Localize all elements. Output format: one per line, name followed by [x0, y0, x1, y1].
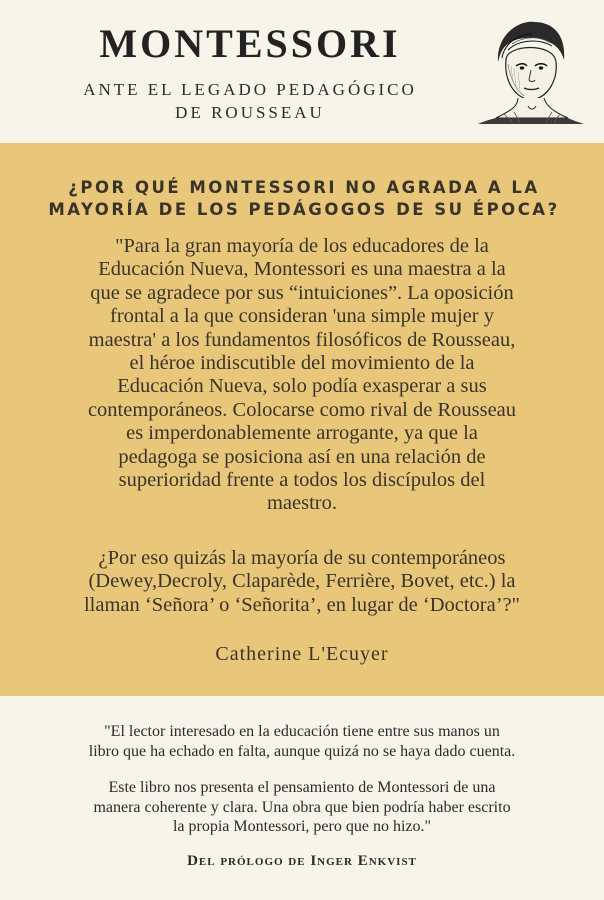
quote-line: contemporáneos. Colocarse como rival de Rousseau [87, 398, 517, 421]
quote-author: Catherine L'Ecuyer [215, 643, 389, 665]
header [0, 0, 604, 142]
prologue-line: "El lector interesado en la educación tiene entre sus manos un [104, 723, 500, 740]
quote-body [26, 235, 578, 516]
prologue-credit: Del prólogo de Inger Enkvist [187, 853, 417, 869]
quote-panel [0, 143, 604, 696]
prologue-paragraph-2 [30, 778, 574, 837]
quote-question-line: (Dewey,Decroly, Claparède, Ferrière, Bovet, etc.) la [88, 570, 516, 593]
quote-line: es imperdonablemente arrogante, ya que la [126, 422, 478, 445]
subtitle-line-1: ANTE EL LEGADO PEDAGÓGICO [83, 80, 417, 99]
quote-question [26, 547, 578, 617]
portrait-engraving-icon [468, 14, 586, 124]
question-line-2: MAYORÍA DE LOS PEDÁGOGOS DE SU ÉPOCA? [48, 200, 560, 219]
quote-line: que se agradece por sus “intuiciones”. La oposición [90, 281, 514, 304]
prologue-line: manera coherente y clara. Una obra que bien podría haber escrito [93, 798, 511, 816]
quote-line: frontal a la que consideran 'una simple mujer y [110, 305, 494, 328]
prologue-section [0, 696, 604, 900]
quote-line: el héroe indiscutible del movimiento de la [129, 352, 475, 375]
quote-line: Educación Nueva, solo podía exasperar a sus [117, 375, 487, 398]
question-line-1: ¿POR QUÉ MONTESSORI NO AGRADA A LA [68, 178, 540, 197]
quote-question-line: llaman ‘Señora’ o ‘Señorita’, en lugar de ‘Doctora’?" [83, 593, 521, 616]
quote-question-line: ¿Por eso quizás la mayoría de su contemporáneos [98, 547, 506, 569]
quote-line: superioridad frente a todos los discípulos del [118, 469, 486, 492]
quote-line: maestro. [266, 492, 338, 515]
prologue-paragraph-1 [30, 722, 574, 761]
prologue-line: la propia Montessori, pero que no hizo." [172, 818, 432, 835]
subtitle [40, 78, 460, 124]
question-heading [30, 177, 578, 221]
page-title: MONTESSORI [99, 21, 401, 66]
quote-line: Educación Nueva, Montessori es una maestra a la [98, 258, 506, 281]
prologue-line: Este libro nos presenta el pensamiento de Montessori de una [108, 779, 496, 796]
quote-line: maestra' a los fundamentos filosóficos de Rousseau, [88, 328, 516, 351]
quote-line: "Para la gran mayoría de los educadores de la [115, 235, 489, 257]
subtitle-line-2: DE ROUSSEAU [175, 103, 325, 122]
prologue-line: libro que ha echado en falta, aunque quizá no se haya dado cuenta. [88, 742, 516, 760]
quote-line: pedagoga se posiciona así en una relación de [118, 445, 486, 468]
